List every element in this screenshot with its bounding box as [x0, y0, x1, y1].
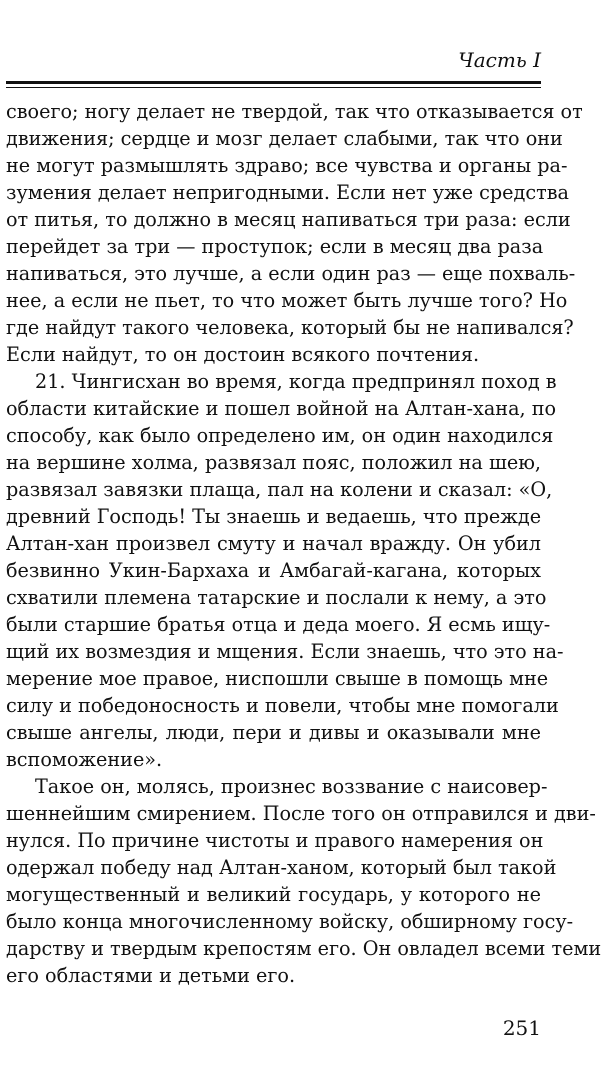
text-line: не могут размышлять здраво; все чувства и органы ра- [6, 154, 568, 177]
text-line: на вершине холма, развязал пояс, положил на шею, [6, 451, 541, 474]
text-line: от питья, то должно в месяц напиваться три раза: если [6, 208, 571, 231]
text-line: Такое он, молясь, произнес воззвание с наисовер- [35, 775, 548, 798]
text-line: зумения делает непригодными. Если нет уже средства [6, 181, 569, 204]
text-line: своего; ногу делает не твердой, так что отказывается от [6, 100, 583, 123]
text-line: свыше ангелы, люди, пери и дивы и оказывали мне [6, 721, 541, 744]
header-rule-thick [6, 81, 541, 84]
text-line: вспоможение». [6, 748, 163, 771]
text-line: Если найдут, то он достоин всякого почтения. [6, 343, 480, 366]
text-line: было конца многочисленному войску, обширному госу- [6, 910, 574, 933]
text-line: способу, как было определено им, он один находился [6, 424, 554, 447]
text-line: перейдет за три — проступок; если в месяц два раза [6, 235, 544, 258]
text-line: древний Господь! Ты знаешь и ведаешь, что прежде [6, 505, 542, 528]
text-line: движения; сердце и мозг делает слабыми, так что они [6, 127, 563, 150]
text-line: были старшие братья отца и деда моего. Я есмь ищу- [6, 613, 551, 636]
text-line: нулся. По причине чистоты и правого намерения он [6, 829, 544, 852]
text-line: силу и победоносность и повели, чтобы мне помогали [6, 694, 559, 717]
page-number: 251 [502, 1016, 541, 1040]
running-head: Часть I [458, 48, 541, 72]
text-line: дарству и твердым крепостям его. Он овладел всеми теми [6, 937, 602, 960]
text-line: его областями и детьми его. [6, 964, 296, 987]
text-line: схватили племена татарские и послали к нему, а это [6, 586, 547, 609]
text-line: нее, а если не пьет, то что может быть лучше того? Но [6, 289, 568, 312]
text-line: шеннейшим смирением. После того он отправился и дви- [6, 802, 596, 825]
header-rule-thin [6, 87, 541, 88]
text-line: одержал победу над Алтан-ханом, который был такой [6, 856, 557, 879]
text-line: 21. Чингисхан во время, когда предпринял поход в [35, 370, 557, 393]
text-line: могущественный и великий государь, у которого не [6, 883, 541, 906]
text-line: мерение мое правое, ниспошли свыше в помощь мне [6, 667, 549, 690]
text-line: развязал завязки плаща, пал на колени и сказал: «О, [6, 478, 553, 501]
text-line: Алтан-хан произвел смуту и начал вражду. Он убил [6, 532, 541, 555]
text-line: напиваться, это лучше, а если один раз — еще похваль- [6, 262, 576, 285]
body-text [6, 98, 602, 989]
text-line: области китайские и пошел войной на Алтан-хана, по [6, 397, 557, 420]
text-line: щий их возмездия и мщения. Если знаешь, что это на- [6, 640, 564, 663]
text-line: безвинно Укин-Бархаха и Амбагай-кагана, которых [6, 559, 541, 582]
text-line: где найдут такого человека, который бы не напивался? [6, 316, 574, 339]
